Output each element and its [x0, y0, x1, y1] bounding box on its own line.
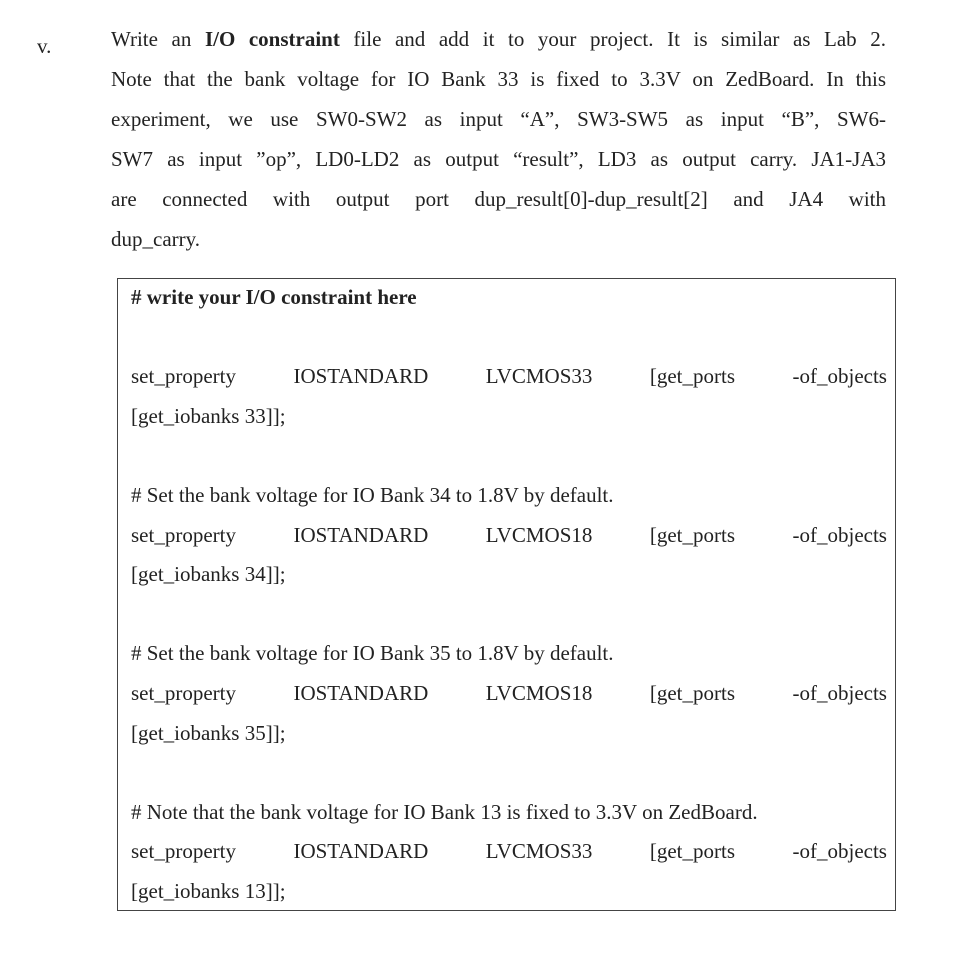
paragraph-line [111, 139, 886, 179]
paragraph-line [111, 99, 886, 139]
code-token: IOSTANDARD [293, 364, 429, 389]
paragraph-text: SW7 as input ”op”, LD0-LD2 as output “result”, LD3 as output carry. JA1-JA3 [111, 147, 886, 171]
code-token: -of_objects [792, 681, 887, 705]
code-token: IOSTANDARD [293, 522, 429, 547]
code-token: set_property [131, 681, 236, 705]
code-comment: # Set the bank voltage for IO Bank 35 to 1.8V by default. [131, 641, 614, 666]
code-token: IOSTANDARD [293, 839, 429, 864]
paragraph-text: experiment, we use SW0-SW2 as input “A”, SW3-SW5 as input “B”, SW6- [111, 107, 886, 131]
constraint-code-box [117, 278, 896, 911]
code-continuation: [get_iobanks 34]]; [131, 562, 286, 587]
code-token: [get_ports [649, 681, 736, 705]
paragraph-line [111, 19, 886, 59]
code-continuation: [get_iobanks 35]]; [131, 720, 286, 745]
code-continuation: [get_iobanks 13]]; [131, 879, 286, 903]
paragraph-line [111, 219, 886, 259]
code-token: set_property [131, 364, 236, 389]
code-token: set_property [131, 839, 236, 864]
paragraph-text: I/O constraint [204, 27, 340, 51]
set-property-line [131, 673, 887, 713]
code-token: LVCMOS33 [485, 364, 593, 389]
code-token: [get_ports [649, 522, 736, 547]
instruction-paragraph [111, 19, 886, 259]
code-token: -of_objects [792, 364, 887, 389]
paragraph-text: Note that the bank voltage for IO Bank 33 is fixed to 3.3V on ZedBoard. In this [111, 67, 886, 91]
code-token: LVCMOS18 [485, 681, 593, 705]
code-token: IOSTANDARD [293, 681, 429, 705]
code-token: LVCMOS18 [485, 522, 593, 547]
paragraph-text: file and add it to your project. It is similar as Lab 2. [339, 27, 886, 51]
paragraph-line [111, 59, 886, 99]
code-token: LVCMOS33 [485, 839, 593, 864]
code-box-title [131, 277, 887, 317]
set-property-line [131, 515, 887, 555]
paragraph-text: are connected with output port dup_result[0]-dup_result[2] and JA4 with [111, 187, 886, 211]
code-box-title-text: # write your I/O constraint here [131, 285, 417, 309]
code-token: -of_objects [792, 522, 887, 547]
set-property-line [131, 356, 887, 396]
code-token: [get_ports [649, 364, 736, 389]
paragraph-text: dup_carry. [111, 227, 201, 251]
paragraph-text: Write an [111, 27, 205, 51]
code-token: [get_ports [649, 839, 736, 864]
code-continuation: [get_iobanks 33]]; [131, 403, 286, 428]
paragraph-line [111, 179, 886, 219]
list-item-number: v. [37, 34, 52, 58]
code-comment: # Note that the bank voltage for IO Bank 13 is fixed to 3.3V on ZedBoard. [131, 799, 758, 824]
code-token: set_property [131, 522, 236, 547]
set-property-line [131, 831, 887, 871]
code-token: -of_objects [792, 839, 887, 864]
code-comment: # Set the bank voltage for IO Bank 34 to 1.8V by default. [131, 483, 614, 507]
